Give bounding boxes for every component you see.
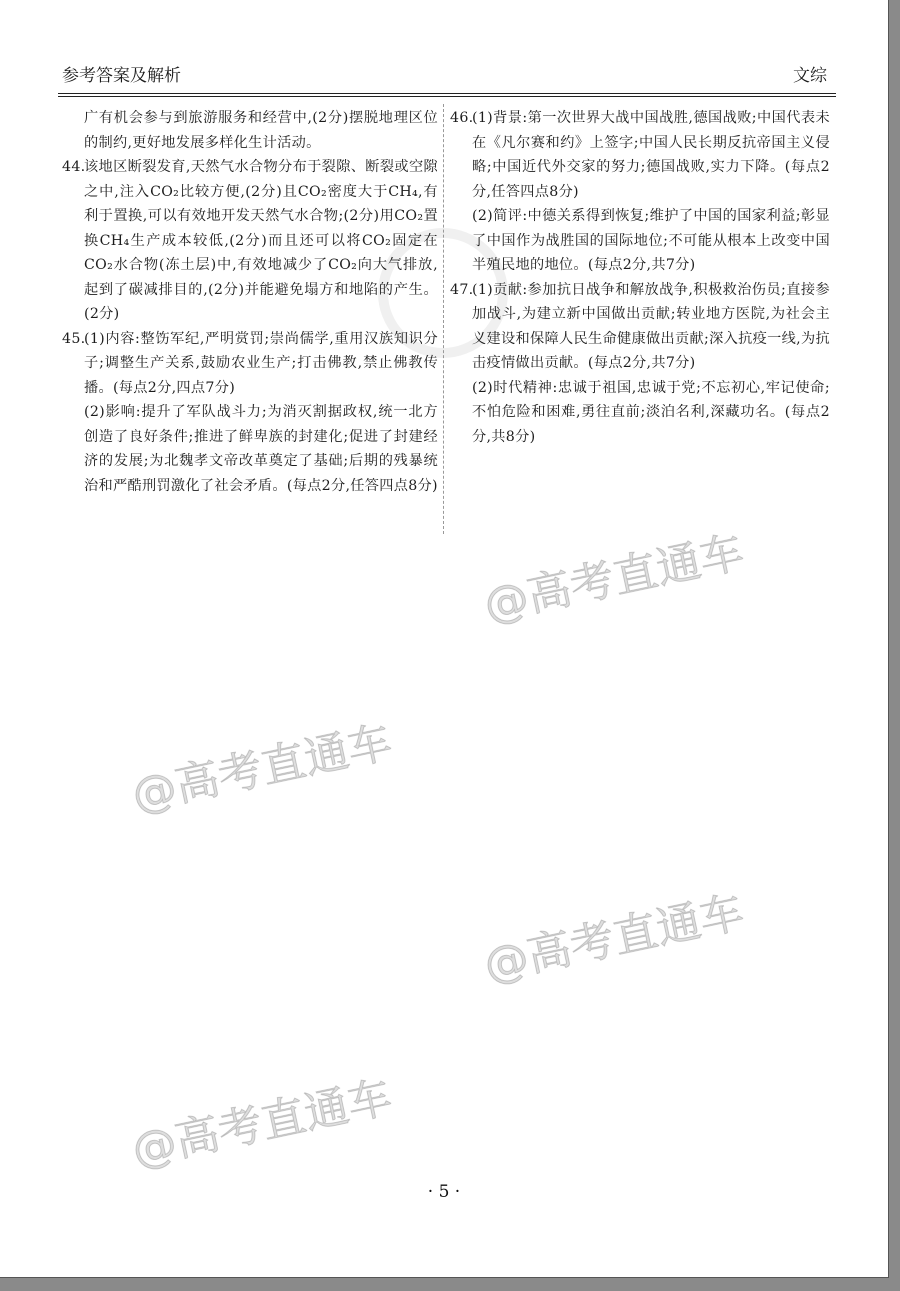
question-number: 46.	[450, 110, 474, 126]
answer-43-continuation: 广有机会参与到旅游服务和经营中,(2分)摆脱地理区位的制约,更好地发展多样化生计活动。	[84, 110, 438, 151]
header-subject: 文综	[793, 66, 827, 86]
watermark: @高考直通车	[479, 886, 749, 992]
answer-part-1: (1)贡献:参加抗日战争和解放战争,积极救治伤员;直接参加战斗,为建立新中国做出贡献;转业地方医院,为社会主义建设和保障人民生命健康做出贡献;深入抗疫一线,为抗击疫情做出贡献。(每点2分,共7分)	[472, 281, 830, 371]
watermark: @高考直通车	[479, 526, 749, 632]
answer-46	[450, 106, 830, 278]
answer-part-2: (2)影响:提升了军队战斗力;为消灭割据政权,统一北方创造了良好条件;推进了鲜卑族的封建化;促进了封建经济的发展;为北魏孝文帝改革奠定了基础;后期的残暴统治和严酷刑罚激化了社会矛盾。(每点2分,任答四点8分)	[84, 404, 438, 494]
answer-part-1: (1)内容:整饬军纪,严明赏罚;崇尚儒学,重用汉族知识分子;调整生产关系,鼓励农业生产;打击佛教,禁止佛教传播。(每点2分,四点7分)	[84, 330, 438, 396]
question-number: 44.	[62, 159, 86, 175]
right-column	[450, 106, 830, 449]
answer-text: 该地区断裂发育,天然气水合物分布于裂隙、断裂或空隙之中,注入CO₂比较方便,(2分)且CO₂密度大于CH₄,有利于置换,可以有效地开发天然气水合物;(2分)用CO₂置换CH₄生产成本较低,(2分)而且还可以将CO₂固定在CO₂水合物(冻土层)中,有效地减少了CO₂向大气排放,起到了碳减排目的,(2分)并能避免塌方和地陷的产生。(2分)	[84, 159, 438, 322]
question-number: 47.	[450, 281, 474, 298]
answer-47	[450, 278, 830, 450]
header-title: 参考答案及解析	[62, 66, 181, 86]
column-divider	[443, 104, 444, 534]
watermark: @高考直通车	[127, 1071, 397, 1177]
answer-part-2: (2)时代精神:忠诚于祖国,忠诚于党;不忘初心,牢记使命;不怕危险和困难,勇往直前;淡泊名利,深藏功名。(每点2分,共8分)	[472, 379, 830, 445]
watermark: @高考直通车	[127, 716, 397, 822]
header-rule	[58, 93, 836, 97]
page-number: · 5 ·	[427, 1182, 461, 1202]
question-number: 45.	[62, 330, 86, 347]
answer-44	[62, 155, 438, 327]
answer-part-2: (2)简评:中德关系得到恢复;维护了中国的国家利益;彰显了中国作为战胜国的国际地位;不可能从根本上改变中国半殖民地的地位。(每点2分,共7分)	[472, 208, 830, 273]
left-column	[62, 106, 438, 498]
answer-part-1: (1)背景:第一次世界大战中国战胜,德国战败;中国代表未在《凡尔赛和约》上签字;中国人民长期反抗帝国主义侵略;中国近代外交家的努力;德国战败,实力下降。(每点2分,任答四点8分)	[472, 110, 830, 200]
answer-45	[62, 327, 438, 499]
